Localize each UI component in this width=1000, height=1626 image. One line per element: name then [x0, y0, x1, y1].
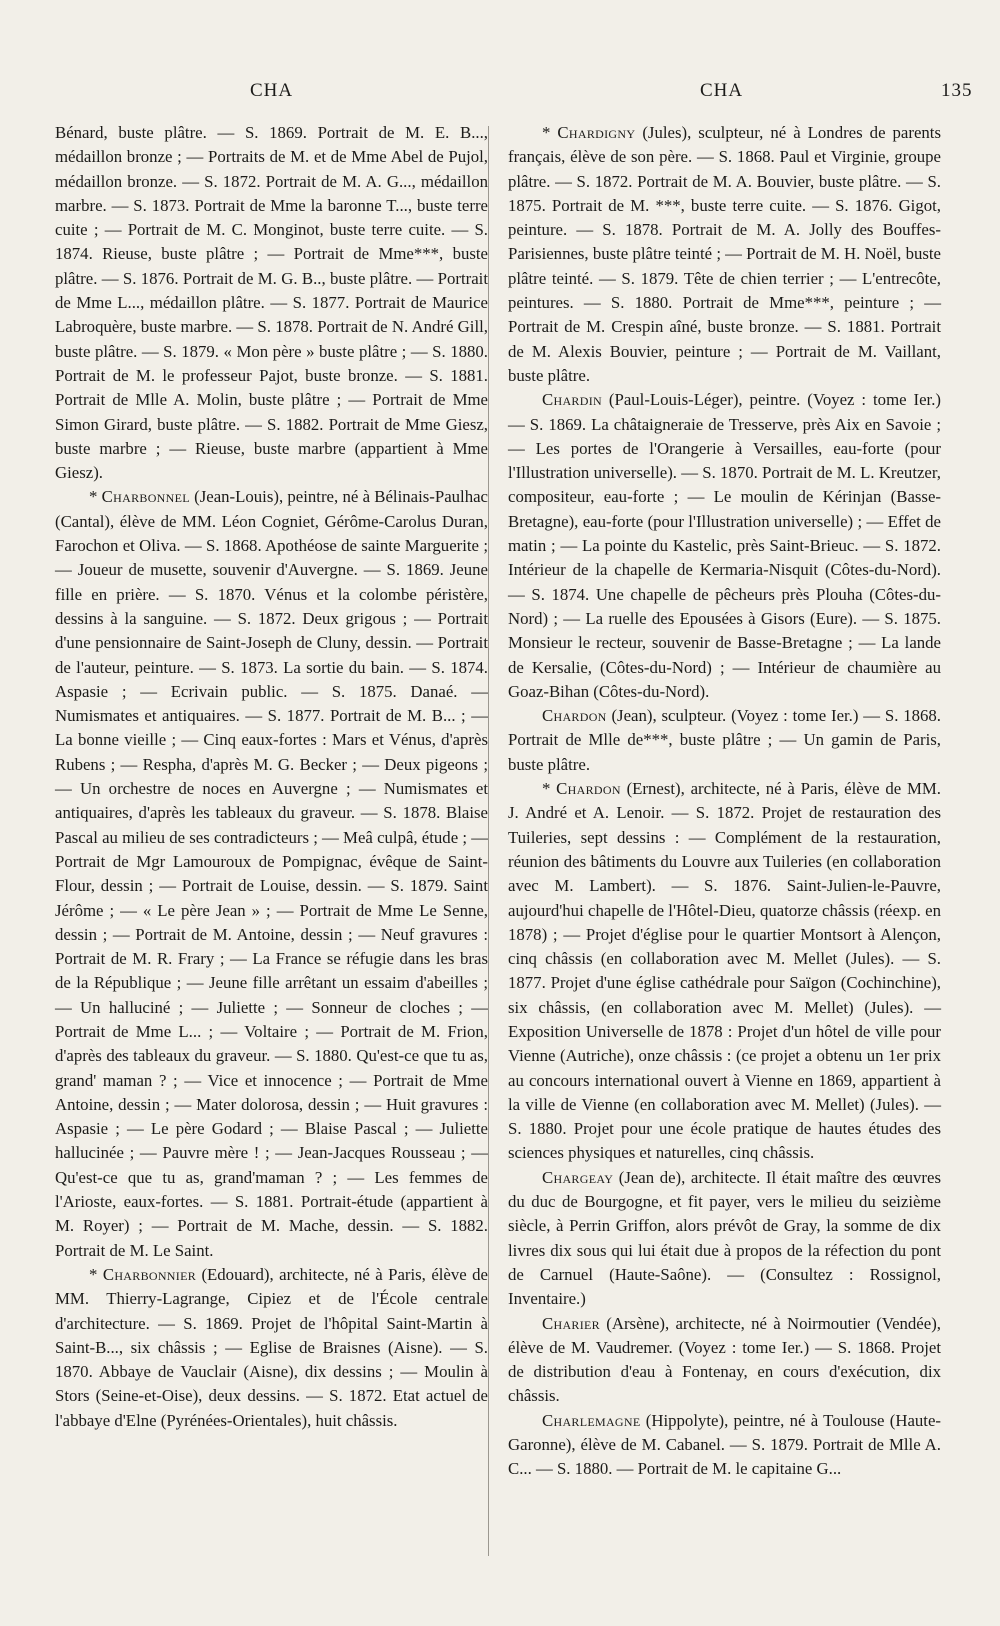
- entry-name: Charier: [542, 1313, 600, 1333]
- entry-text: Bénard, buste plâtre. — S. 1869. Portrait de M. E. B..., médaillon bronze ; — Portraits de M. et de Mme Abel de Pujol, médaillon bronze. — S. 1872. Portrait de M. A. G..., médaillon marbre. — S. 1873. Portrait de Mme la baronne T..., buste terre cuite ; — Portrait de M. C. Monginot, buste terre cuite. — S. 1874. Rieuse, buste plâtre ; — Portrait de Mme***, buste plâtre. — S. 1876. Portrait de M. G. B.., buste plâtre. — Portrait de Mme L..., médaillon plâtre. — S. 1877. Portrait de Maurice Labroquère, buste marbre. — S. 1878. Portrait de N. André Gill, buste plâtre. — S. 1879. « Mon père » buste plâtre ; — S. 1880. Portrait de M. le professeur Pajot, buste bronze. — S. 1881. Portrait de Mlle A. Molin, buste plâtre ; — Portrait de Mme Simon Girard, buste plâtre. — S. 1882. Portrait de Mme Giesz, buste marbre ; — Rieuse, buste marbre (appartient à Mme Giesz).: [55, 123, 488, 483]
- entry-name: Chardin: [542, 390, 602, 410]
- running-header: [0, 80, 1000, 112]
- header-left-label: CHA: [250, 80, 294, 101]
- entry-text: (Edouard), architecte, né à Paris, élève de MM. Thierry-Lagrange, Cipiez et de l'École centrale d'architecture. — S. 1869. Projet de l'hôpital Saint-Martin à Saint-B..., six châssis ; — Eglise de Braisnes (Aisne). — S. 1870. Abbaye de Vauclair (Aisne), dix dessins ; — Moulin à Stors (Seine-et-Oise), deux dessins. — S. 1872. Etat actuel de l'abbaye d'Elne (Pyrénées-Orientales), huit châssis.: [55, 1264, 488, 1430]
- entry-name: Chargeay: [542, 1167, 614, 1187]
- entry-text: (Paul-Louis-Léger), peintre. (Voyez : tome Ier.) — S. 1869. La châtaigneraie de Tresserve, près Aix en Savoie ; — Les portes de l'Orangerie à Versailles, eau-forte (pour l'Illustration universelle). — S. 1870. Portrait de M. L. Kreutzer, compositeur, eau-forte ; — Le moulin de Kérinjan (Basse-Bretagne), eau-forte (pour l'Illustration universelle) ; — Effet de matin ; — La pointe du Kastelic, près Saint-Brieuc. — S. 1872. Intérieur de la chapelle de Kermaria-Nisquit (Côtes-du-Nord). — S. 1874. Une chapelle de pêcheurs près Plouha (Côtes-du-Nord) ; — La ruelle des Epousées à Gisors (Eure). — S. 1875. Monsieur le recteur, souvenir de Basse-Bretagne ; — La lande de Kersalie, (Côtes-du-Nord) ; — Intérieur de chaumière au Goaz-Bihan (Côtes-du-Nord).: [508, 390, 941, 701]
- entry-mark: *: [542, 123, 558, 142]
- entry-chardon-ernest: [508, 777, 941, 1166]
- right-column: [508, 121, 941, 1482]
- entry-chardin: [508, 388, 941, 704]
- entry-text: (Jean-Louis), peintre, né à Bélinais-Paulhac (Cantal), élève de MM. Léon Cogniet, Gérôme-Carolus Duran, Farochon et Oliva. — S. 1868. Apothéose de sainte Marguerite ; — Joueur de musette, souvenir d'Auvergne. — S. 1869. Jeune fille en prière. — S. 1870. Vénus et la colombe péristère, dessins à la sanguine. — S. 1872. Deux grigous ; — Portrait d'une pensionnaire de Saint-Joseph de Cluny, dessin. — Portrait de l'auteur, peinture. — S. 1873. La sortie du bain. — S. 1874. Aspasie ; — Ecrivain public. — S. 1875. Danaé. — Numismates et antiquaires. — S. 1877. Portrait de M. B... ; — La bonne vieille ; — Cinq eaux-fortes : Mars et Vénus, d'après Rubens ; — Respha, d'après M. G. Becker ; — Deux pigeons ; — Un orchestre de noces en Auvergne ; — Numismates et antiquaires, d'après les tableaux du graveur. — S. 1878. Blaise Pascal au milieu de ses contradicteurs ; — Meâ culpâ, étude ; — Portrait de Mgr Lamouroux de Pompignac, évêque de Saint-Flour, dessin ; — Portrait de Louise, dessin. — S. 1879. Saint Jérôme ; — « Le père Jean » ; — Portrait de Mme Le Senne, dessin ; — Portrait de M. Antoine, dessin ; — Neuf gravures : Portrait de M. R. Frary ; — La France se réfugie dans les bras de la République ; — Jeune fille arrêtant un essaim d'abeilles ; — Un halluciné ; — Juliette ; — Sonneur de cloches ; — Portrait de Mme L... ; — Voltaire ; — Portrait de M. Frion, d'après des tableaux du graveur. — S. 1880. Qu'est-ce que tu as, grand' maman ? ; — Vice et innocence ; — Portrait de Mme Antoine, dessin ; — Mater dolorosa, dessin ; — Huit gravures : Aspasie ; — Le père Godard ; — Blaise Pascal ; — Juliette hallucinée ; — Pauvre mère ! ; — Jean-Jacques Rousseau ; — Qu'est-ce que tu as, grand'maman ? ; — Les femmes de l'Arioste, eaux-fortes. — S. 1881. Portrait-étude (appartient à M. Royer) ; — Portrait de M. Mache, dessin. — S. 1882. Portrait de M. Le Saint.: [55, 487, 489, 1260]
- entry-name: Charbonnel: [101, 487, 190, 507]
- entry-chardon-jean: [508, 704, 941, 777]
- entry-name: Charlemagne: [542, 1410, 641, 1430]
- entry-text: (Jean de), architecte. Il était maître des œuvres du duc de Bourgogne, et fit payer, vers le milieu du seizième siècle, à Perrin Griffon, alors prévôt de Gray, la somme de dix livres dix sous qui lui était due à propos de la réfection du pont de Carnuel (Haute-Saône). — (Consultez : Rossignol, Inventaire.): [508, 1167, 941, 1309]
- entry-charier: [508, 1312, 941, 1409]
- entry-mark: *: [89, 487, 102, 507]
- entry-mark: *: [542, 779, 557, 799]
- entry-text: (Jules), sculpteur, né à Londres de parents français, élève de son père. — S. 1868. Paul et Virginie, groupe plâtre. — S. 1872. Portrait de M. A. Bouvier, buste plâtre. — S. 1875. Portrait de M. ***, buste terre cuite. — S. 1876. Gigot, peinture. — S. 1878. Portrait de M. A. Jolly des Bouffes-Parisiennes, buste plâtre teinté ; — Portrait de M. H. Noël, buste plâtre teinté. — S. 1879. Tête de chien terrier ; — L'entrecôte, peintures. — S. 1880. Portrait de Mme***, peinture ; — Portrait de M. Crespin aîné, buste bronze. — S. 1881. Portrait de M. Alexis Bouvier, peinture ; — Portrait de M. Vaillant, buste plâtre.: [508, 123, 941, 385]
- entry-text: (Arsène), architecte, né à Noirmoutier (Vendée), élève de M. Vaudremer. (Voyez : tome Ier.) — S. 1868. Projet de distribution d'eau à Fontenay, en cours d'exécution, dix châssis.: [508, 1313, 941, 1406]
- column-divider: [488, 126, 489, 1556]
- entry-name: Chardon: [542, 706, 607, 726]
- entry-name: Chardigny: [557, 123, 636, 142]
- entry-chardigny: [508, 121, 941, 388]
- entry-text: (Hippolyte), peintre, né à Toulouse (Haute-Garonne), élève de M. Cabanel. — S. 1879. Portrait de Mlle A. C... — S. 1880. — Portrait de M. le capitaine G...: [508, 1410, 941, 1479]
- left-column: [55, 121, 488, 1433]
- entry-mark: *: [89, 1264, 103, 1284]
- entry-name: Charbonnier: [102, 1264, 197, 1284]
- page-number: 135: [941, 80, 973, 101]
- entry-text: (Ernest), architecte, né à Paris, élève de MM. J. André et A. Lenoir. — S. 1872. Projet de restauration des Tuileries, sept dessins : — Complément de la restauration, réunion des bâtiments du Louvre aux Tuileries (en collaboration avec M. Lambert). — S. 1876. Saint-Julien-le-Pauvre, aujourd'hui chapelle de l'Hôtel-Dieu, quatorze châssis (réexp. en 1878) ; — Projet d'église pour le quartier Montsort à Alençon, cinq châssis (en collaboration avec M. Mellet (Jules). — S. 1877. Projet d'une église cathédrale pour Saïgon (Cochinchine), six châssis, (en collaboration avec M. Mellet) (Jules). — Exposition Universelle de 1878 : Projet d'un hôtel de ville pour Vienne (Autriche), onze châssis : (ce projet a obtenu un 1er prix au concours international ouvert à Vienne en 1869, appartient à la ville de Vienne (en collaboration avec M. Mellet) (Jules). — S. 1880. Projet pour une école pratique de hautes études des sciences physiques et naturelles, cinq châssis.: [508, 779, 941, 1163]
- entry-charlemagne: [508, 1409, 941, 1482]
- entry-name: Chardon: [556, 779, 621, 799]
- entry-charbonnier: [55, 1263, 488, 1433]
- entry-charbonnel: [55, 485, 488, 1263]
- entry-text: (Jean), sculpteur. (Voyez : tome Ier.) — S. 1868. Portrait de Mlle de***, buste plâtre ; — Un gamin de Paris, buste plâtre.: [508, 706, 941, 774]
- entry-continuation: [55, 121, 488, 485]
- entry-chargeay: [508, 1166, 941, 1312]
- header-right-label: CHA: [700, 80, 744, 101]
